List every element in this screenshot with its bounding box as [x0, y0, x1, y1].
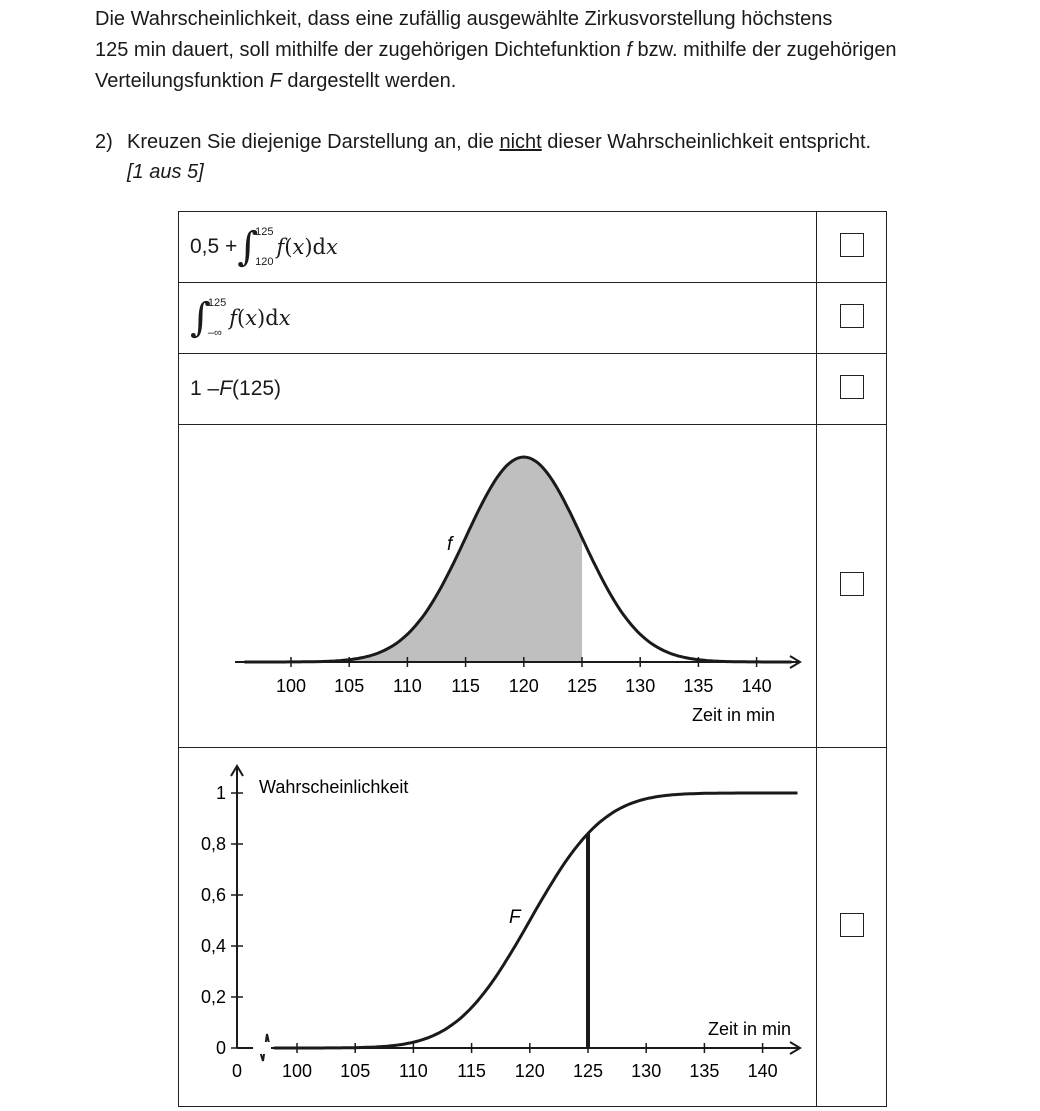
x-tick-label: 125 [572, 1061, 604, 1081]
intro-line-2: 125 min dauert, soll mithilfe der zugehörigen Dichtefunktion f bzw. mithilfe der zugehörigen [95, 39, 897, 61]
cdf-curve [274, 793, 798, 1048]
shaded-area [349, 457, 582, 662]
x-tick-label: 140 [741, 676, 772, 696]
x-tick-label: 140 [747, 1061, 778, 1081]
integral-sign: ∫ 125 –∞ [190, 295, 227, 341]
x-axis-label: Zeit in min [691, 705, 775, 725]
x-tick-label: 130 [631, 1061, 662, 1081]
x-origin-label: 0 [231, 1061, 243, 1081]
x-tick-label: 105 [340, 1061, 371, 1081]
option-1-checkbox[interactable] [840, 233, 864, 257]
y-tick-label: 0 [215, 1038, 226, 1058]
y-axis-label: Wahrscheinlichkeit [259, 777, 409, 797]
intro-line-1: Die Wahrscheinlichkeit, dass eine zufällig ausgewählte Zirkusvorstellung höchstens [95, 8, 833, 30]
negation-word: nicht [499, 131, 542, 153]
option-3-checkbox[interactable] [840, 375, 864, 399]
option-2-checkbox[interactable] [840, 304, 864, 328]
x-axis-label: Zeit in min [707, 1019, 791, 1039]
x-tick-label: 115 [457, 1061, 486, 1081]
task-hint: [1 aus 5] [127, 161, 204, 183]
x-tick-label: 120 [514, 1061, 545, 1081]
intro-text [95, 4, 1015, 97]
x-tick-label: 130 [625, 676, 656, 696]
y-tick-label: 1 [215, 783, 226, 803]
option-4-density-chart [179, 425, 817, 748]
y-tick-label: 0,6 [200, 885, 226, 905]
x-tick-label: 125 [566, 676, 598, 696]
y-tick-label: 0,8 [200, 834, 226, 854]
x-tick-label: 110 [399, 1061, 428, 1081]
option-4-checkbox[interactable] [840, 572, 864, 596]
x-tick-label: 135 [683, 676, 714, 696]
integral-sign: ∫ 125 120 [237, 224, 274, 270]
option-1-formula: 0,5 + ∫ 125 120 f ( x ) d x [179, 212, 817, 283]
x-tick-label: 105 [334, 676, 365, 696]
x-tick-label: 115 [451, 676, 480, 696]
x-tick-label: 100 [275, 676, 307, 696]
option-5-cdf-chart [179, 748, 817, 1107]
option-5-checkbox[interactable] [840, 913, 864, 937]
x-tick-label: 110 [393, 676, 422, 696]
axis-break-gap [253, 1042, 271, 1054]
options-table [178, 211, 887, 1107]
y-tick-label: 0,4 [200, 936, 226, 956]
task-number: 2) [95, 131, 113, 153]
option-2-formula: ∫ 125 –∞ f ( x ) d x [179, 283, 817, 354]
x-tick-label: 100 [281, 1061, 313, 1081]
cdf-chart-svg [179, 748, 816, 1101]
curve-label-F: F [509, 907, 521, 928]
curve-label-f: f [447, 534, 453, 555]
x-tick-label: 120 [508, 676, 539, 696]
task-statement: 2) Kreuzen Sie diejenige Darstellung an, die nicht dieser Wahrscheinlichkeit entspricht. [1 aus 5] [95, 127, 871, 187]
density-chart-svg [179, 425, 816, 742]
y-tick-label: 0,2 [200, 987, 226, 1007]
x-tick-label: 135 [689, 1061, 720, 1081]
intro-line-3: Verteilungsfunktion F dargestellt werden. [95, 70, 457, 92]
option-3-formula: 1 – F (125) [179, 354, 817, 425]
